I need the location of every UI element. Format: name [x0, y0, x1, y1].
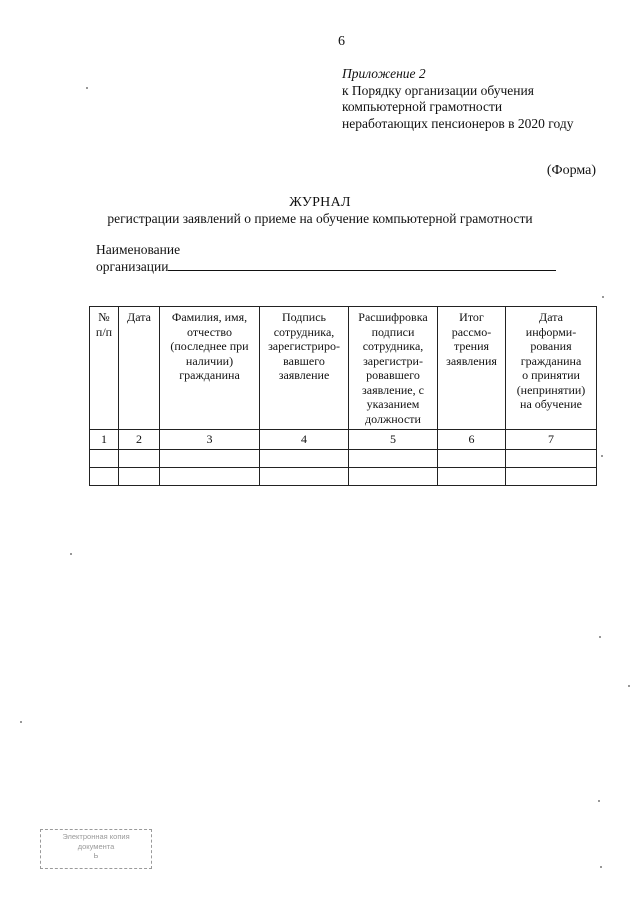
col-number: 2: [119, 430, 160, 450]
scan-speck: [601, 455, 603, 457]
col-header-date: [119, 307, 160, 430]
table-cell: [506, 467, 597, 485]
table-cell: [90, 449, 119, 467]
table-cell: [260, 467, 349, 485]
header-line: наличии): [185, 353, 234, 368]
header-line: (последнее при: [170, 339, 249, 353]
col-header-number: [90, 307, 119, 430]
header-line: ровавшего: [366, 368, 420, 382]
header-line: на обучение: [520, 397, 582, 411]
appendix-line: к Порядку организации обучения: [342, 82, 534, 98]
header-line: зарегистриро-: [268, 339, 340, 353]
col-number: 4: [260, 430, 349, 450]
table-cell: [506, 449, 597, 467]
header-line: Итог: [459, 310, 484, 324]
col-number: 1: [90, 430, 119, 450]
organization-label-line1: Наименование: [96, 242, 181, 257]
table-cell: [349, 467, 438, 485]
scan-speck: [600, 866, 602, 868]
appendix-line: компьютерной грамотности: [342, 99, 503, 114]
organization-field: [96, 241, 556, 275]
table-cell: [438, 449, 506, 467]
col-header-full-name: [160, 307, 260, 430]
header-line: Подпись: [281, 310, 327, 324]
header-line: №: [98, 310, 110, 324]
col-number: 6: [438, 430, 506, 450]
table-row: [90, 467, 597, 485]
col-number: 5: [349, 430, 438, 450]
header-line: должности: [365, 411, 421, 426]
header-line: гражданина: [179, 368, 240, 382]
journal-title: ЖУРНАЛ: [289, 195, 351, 210]
stamp-line: Электронная копия: [62, 832, 130, 841]
table-header-row: [90, 307, 597, 430]
form-label: (Форма): [546, 163, 596, 178]
table-cell: [90, 467, 119, 485]
electronic-copy-stamp: [40, 829, 152, 869]
scan-speck: [599, 636, 601, 638]
header-line: рования: [530, 339, 572, 353]
page-number: 6: [338, 34, 345, 49]
header-line: подписи: [371, 324, 415, 339]
table-cell: [160, 449, 260, 467]
header-line: о принятии: [522, 368, 580, 382]
header-line: заявления: [446, 353, 497, 368]
col-number: 3: [160, 430, 260, 450]
table-cell: [349, 449, 438, 467]
scan-speck: [628, 685, 630, 687]
table-cell: [260, 449, 349, 467]
table-cell: [160, 467, 260, 485]
col-number: 7: [506, 430, 597, 450]
organization-fill-line: [168, 258, 556, 271]
journal-table: [89, 306, 597, 486]
scan-speck: [86, 87, 88, 89]
header-line: Дата: [127, 310, 151, 324]
col-header-signature-decoding: [349, 307, 438, 430]
header-line: информи-: [525, 324, 577, 339]
header-line: Фамилия, имя,: [171, 310, 248, 324]
header-line: зарегистри-: [363, 353, 423, 368]
header-line: трения: [453, 339, 490, 353]
col-header-signature: [260, 307, 349, 430]
header-line: гражданина: [520, 353, 582, 368]
header-line: (непринятии): [516, 382, 586, 397]
header-line: вавшего: [283, 353, 325, 368]
table-cell: [119, 449, 160, 467]
header-line: п/п: [95, 324, 113, 339]
header-line: заявление: [278, 368, 330, 382]
header-line: Дата: [539, 310, 563, 324]
table-numbers-row: [90, 430, 597, 450]
table-cell: [438, 467, 506, 485]
scan-speck: [602, 296, 604, 298]
col-header-inform-date: [506, 307, 597, 430]
scan-speck: [20, 721, 22, 723]
header-line: рассмо-: [451, 324, 492, 339]
table-cell: [119, 467, 160, 485]
organization-label-line2: организации: [96, 259, 169, 274]
scan-speck: [598, 800, 600, 802]
header-line: сотрудника,: [273, 324, 335, 339]
col-header-result: [438, 307, 506, 430]
stamp-line: Ь: [93, 851, 99, 860]
header-line: отчество: [187, 324, 232, 339]
journal-subtitle: регистрации заявлений о приеме на обучение компьютерной грамотности: [107, 211, 533, 226]
appendix-title: Приложение 2: [342, 66, 426, 81]
header-line: Расшифровка: [358, 310, 428, 324]
header-line: указанием: [366, 397, 420, 411]
scan-speck: [70, 553, 72, 555]
appendix-line: неработающих пенсионеров в 2020 году: [342, 115, 574, 131]
appendix-header: [342, 66, 573, 132]
header-line: заявление, с: [362, 382, 424, 397]
stamp-line: документа: [77, 841, 115, 851]
table-row: [90, 449, 597, 467]
header-line: сотрудника,: [362, 339, 424, 353]
